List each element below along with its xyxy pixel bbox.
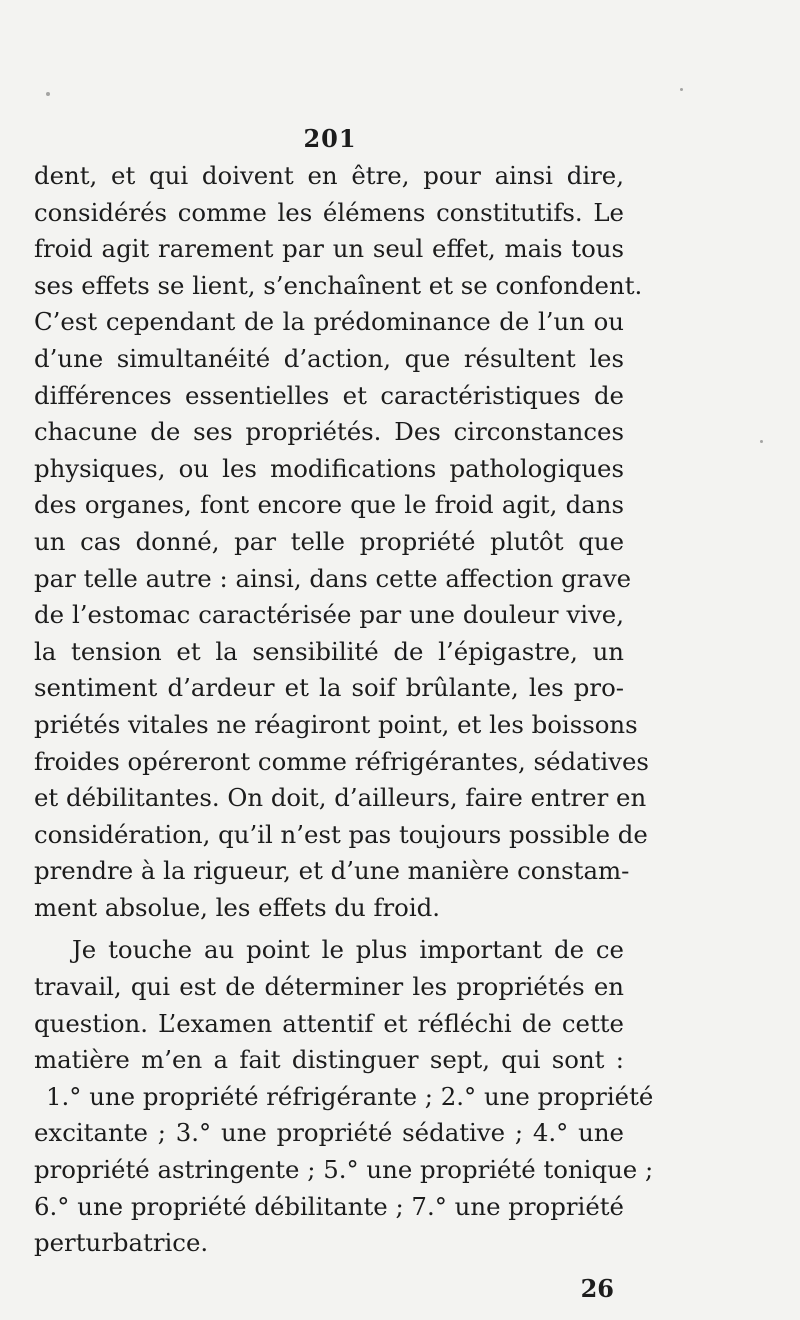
text-line: matière m’en a fait distinguer sept, qui sont : [34, 1045, 624, 1075]
paper-speck [760, 440, 763, 443]
text-line: d’une simultanéité d’action, que résultent les [34, 343, 624, 373]
text-line: 6.° une propriété débilitante ; 7.° une propriété [34, 1191, 624, 1221]
paper-speck [680, 88, 683, 91]
paragraph-last-line: perturbatrice. [34, 1228, 209, 1258]
text-line: 1.° une propriété réfrigérante ; 2.° une propriété [46, 1081, 654, 1111]
text-line: travail, qui est de déterminer les propriétés en [34, 972, 624, 1002]
text-line: de l’estomac caractérisée par une douleur vive, [34, 600, 624, 630]
text-line: considération, qu’il n’est pas toujours possible de [34, 819, 648, 849]
text-line: propriété astringente ; 5.° une propriété tonique ; [34, 1155, 654, 1185]
text-line: un cas donné, par telle propriété plutôt que [34, 526, 624, 556]
paragraph-first-line: Je touche au point le plus important de ce [72, 935, 624, 965]
text-line: différences essentielles et caractéristiques de [34, 380, 624, 410]
text-line: dent, et qui doivent en être, pour ainsi dire, [34, 161, 624, 190]
text-line: excitante ; 3.° une propriété sédative ; 4.° une [34, 1118, 624, 1148]
body-text [34, 158, 654, 1262]
text-line: question. L’examen attentif et réfléchi de cette [34, 1008, 624, 1038]
text-line: froid agit rarement par un seul effet, mais tous [34, 234, 624, 264]
text-line: ses effets se lient, s’enchaînent et se confondent. [34, 270, 643, 300]
text-line: des organes, font encore que le froid agit, dans [34, 490, 624, 520]
text-line: prendre à la rigueur, et d’une manière constam- [34, 856, 630, 886]
text-line: la tension et la sensibilité de l’épigastre, un [34, 636, 624, 666]
paragraph-last-line: ment absolue, les effets du froid. [34, 892, 441, 922]
paper-speck [46, 92, 50, 96]
text-line: sentiment d’ardeur et la soif brûlante, les pro- [34, 673, 624, 703]
signature-mark: 26 [580, 1274, 614, 1303]
text-line: C’est cependant de la prédominance de l’un ou [34, 307, 624, 337]
text-line: physiques, ou les modifications pathologiques [34, 453, 624, 483]
page-number: 201 [303, 124, 357, 153]
text-line: et débilitantes. On doit, d’ailleurs, faire entrer en [34, 783, 647, 813]
text-line: froides opéreront comme réfrigérantes, sédatives [34, 746, 649, 776]
text-line: priétés vitales ne réagiront point, et les boissons [34, 709, 638, 739]
text-line: chacune de ses propriétés. Des circonstances [34, 417, 624, 447]
text-line: considérés comme les élémens constitutifs. Le [34, 197, 624, 227]
text-line: par telle autre : ainsi, dans cette affection grave [34, 563, 632, 593]
